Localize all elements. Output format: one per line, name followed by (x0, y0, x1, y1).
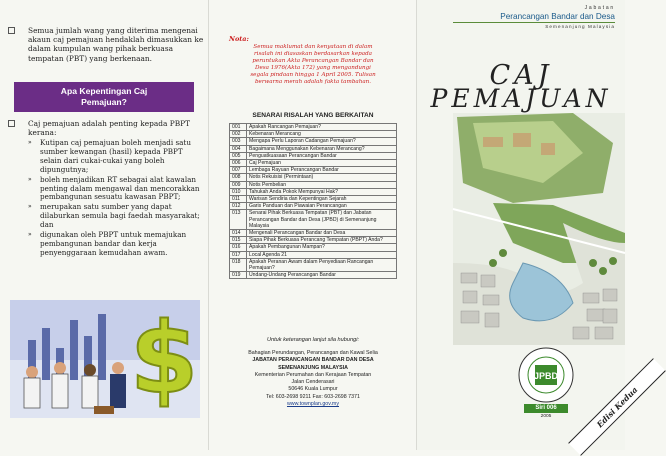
leaflet-number: 008 (230, 174, 247, 181)
leaflet-title: Notis Rekuisisi (Permintaan) (247, 174, 397, 181)
list-item: » digunakan oleh PBPT untuk memajukan pembangunan bandar dan kerja penyenggaraan kemudahan awam. (28, 230, 187, 257)
leaflet-title: Tahukah Anda Pokok Mempunyai Hak? (247, 188, 397, 195)
table-row (230, 272, 397, 279)
cover-title-line-1: CAJ (489, 60, 553, 91)
department-region: SEMENANJUNG MALAYSIA (278, 364, 348, 371)
svg-text:JPBD: JPBD (533, 371, 559, 381)
table-row (230, 145, 397, 152)
note-text: Semua maklumat dan kenyataan di dalam risalah ini diasaskan berdasarkan kepada peruntukan Akta Perancangan Bandar dan Desa 1976(Akta 172) yang mengandungi segala pindaan hingga 1 April 2005. Tulisan berwarna merah adalah fakta tambahan. (250, 44, 376, 85)
leaflet-title: Local Agenda 21 (247, 251, 397, 258)
table-row (230, 152, 397, 159)
double-arrow-icon: » (28, 139, 32, 146)
benefits-list (28, 139, 200, 259)
leaflet-number: 002 (230, 131, 247, 138)
leaflet-number: 007 (230, 167, 247, 174)
checkbox-bullet-icon (8, 27, 15, 34)
list-item: » boleh menjadikan RT sebagai alat kawalan penting dalam mengawal dan mencorakkan pembangunan sesuatu kawasan PBPT; (28, 174, 200, 202)
leaflet-title: Apakah Peranan Awam dalam Penyediaan Rancangan Pemajuan? (247, 258, 397, 271)
leaflet-title: Undang-Undang Perancangan Bandar (247, 272, 397, 279)
aerial-master-plan-illustration (453, 113, 625, 345)
leaflet-title: Mengenali Perancangan Bandar dan Desa (247, 230, 397, 237)
leaflet-title: Bagaimana Menggunakan Kebenaran Merancang? (247, 145, 397, 152)
left-panel (0, 0, 208, 450)
leaflet-title: Apakah Rancangan Pemajuan? (247, 124, 397, 131)
leaflet-number: 003 (230, 138, 247, 145)
lead-paragraph (8, 26, 204, 63)
heading-line-2: Pemajuan? (81, 97, 127, 107)
section-heading (14, 82, 194, 112)
table-row (230, 188, 397, 195)
header-divider (453, 22, 615, 23)
table-row (230, 131, 397, 138)
lead-text: Semua jumlah wang yang diterima mengenai akaun caj pemajuan hendaklah dimasukkan ke dalam kumpulan wang pihak berkuasa tempatan (PBT) yang berkenaan. (28, 26, 204, 63)
table-row (230, 196, 397, 203)
leaflet-title: Mengapa Perlu Laporan Cadangan Pemajuan? (247, 138, 397, 145)
leaflet-title: Warisan Sendiria dan Kepentingan Sejarah (247, 196, 397, 203)
address-city: 50646 Kuala Lumpur (288, 386, 338, 393)
note-label: Nota: (229, 35, 249, 43)
leaflet-number: 015 (230, 237, 247, 244)
series-year: 2005 (540, 414, 552, 419)
table-row (230, 160, 397, 167)
website-link[interactable]: www.townplan.gov.my (286, 401, 339, 408)
double-arrow-icon: » (28, 175, 32, 183)
leaflet-title: Notis Pembelian (247, 181, 397, 188)
leaflet-title: Caj Pemajuan (247, 160, 397, 167)
jpbd-logo (517, 346, 575, 404)
intro-text: Caj pemajuan adalah penting kepada PBPT kerana: (28, 119, 191, 138)
table-row (230, 244, 397, 251)
cover-panel (416, 0, 640, 450)
leaflet-title: Siapa Pihak Berkuasa Perancang Tempatan (PBPT) Anda? (247, 237, 397, 244)
list-item: » Kutipan caj pemajuan boleh menjadi satu sumber kewangan (hasil) kepada PBPT selain dari cukai-cukai yang boleh dipungutnya; (28, 138, 191, 174)
middle-panel (208, 0, 417, 450)
table-row (230, 237, 397, 244)
leaflet-title: Penguatkuasaan Perancangan Bandar (247, 152, 397, 159)
table-row (230, 174, 397, 181)
leaflet-title: Apakah Pembangunan Mampan? (247, 244, 397, 251)
related-leaflets-table (229, 123, 397, 279)
checkbox-bullet-icon (8, 120, 15, 127)
address-street: Jalan Cenderasari (291, 379, 335, 386)
series-badge: Siri 006 (524, 404, 568, 413)
table-row (230, 251, 397, 258)
phone-fax: Tel: 603-2698 9211 Fax: 603-2698 7371 (266, 393, 360, 400)
contact-note: Untuk keterangan lanjut sila hubungi: (266, 337, 360, 343)
address-line: Bahagian Perundangan, Perancangan dan Kawal Selia (248, 350, 378, 356)
leaflet-number: 001 (230, 124, 247, 131)
intro-paragraph (8, 119, 204, 137)
leaflet-title: Lembaga Rayuan Perancangan Bandar (247, 167, 397, 174)
dept-region: Semenanjung Malaysia (545, 24, 615, 29)
table-row (230, 258, 397, 271)
double-arrow-icon: » (28, 203, 32, 211)
table-row (230, 230, 397, 237)
cover-title-line-2: PEMAJUAN (430, 84, 612, 113)
leaflet-title: Garis Panduan dan Piawaian Perancangan (247, 203, 397, 210)
department-name: JABATAN PERANCANGAN BANDAR DAN DESA (252, 357, 374, 364)
business-people-dollar-illustration (10, 300, 200, 418)
table-title: SENARAI RISALAH YANG BERKAITAN (252, 112, 374, 119)
address-block (209, 350, 417, 408)
leaflet-number: 004 (230, 145, 247, 152)
leaflet-number: 012 (230, 203, 247, 210)
table-row (230, 124, 397, 131)
leaflet-number: 018 (230, 258, 247, 271)
double-arrow-icon: » (28, 231, 32, 239)
leaflet-number: 013 (230, 210, 247, 230)
heading-line-1: Apa Kepentingan Caj (60, 86, 148, 96)
table-row (230, 210, 397, 230)
leaflet-number: 016 (230, 244, 247, 251)
table-row (230, 138, 397, 145)
leaflet-number: 019 (230, 272, 247, 279)
dept-label: Jabatan (584, 5, 615, 11)
svg-text:$: $ (130, 302, 199, 416)
dept-name: Perancangan Bandar dan Desa (500, 12, 615, 21)
leaflet-number: 010 (230, 188, 247, 195)
leaflet-number: 011 (230, 196, 247, 203)
leaflet-title: Senarai Pihak Berkuasa Tempatan (PBT) dan Jabatan Perancangan Bandar dan Desa (JPBD) di Semenanjung Malaysia (247, 210, 397, 230)
leaflet-number: 014 (230, 230, 247, 237)
edition-ribbon: Edisi Kedua (568, 358, 666, 456)
leaflet-number: 009 (230, 181, 247, 188)
leaflet-number: 006 (230, 160, 247, 167)
table-row (230, 167, 397, 174)
leaflet-number: 017 (230, 251, 247, 258)
table-row (230, 203, 397, 210)
leaflet-number: 005 (230, 152, 247, 159)
table-row (230, 181, 397, 188)
list-item: » merupakan satu sumber yang dapat dilaburkan semula bagi faedah masyarakat; dan (28, 202, 200, 230)
ministry-name: Kementerian Perumahan dan Kerajaan Tempatan (254, 371, 372, 378)
leaflet-title: Kebenaran Merancang (247, 131, 397, 138)
